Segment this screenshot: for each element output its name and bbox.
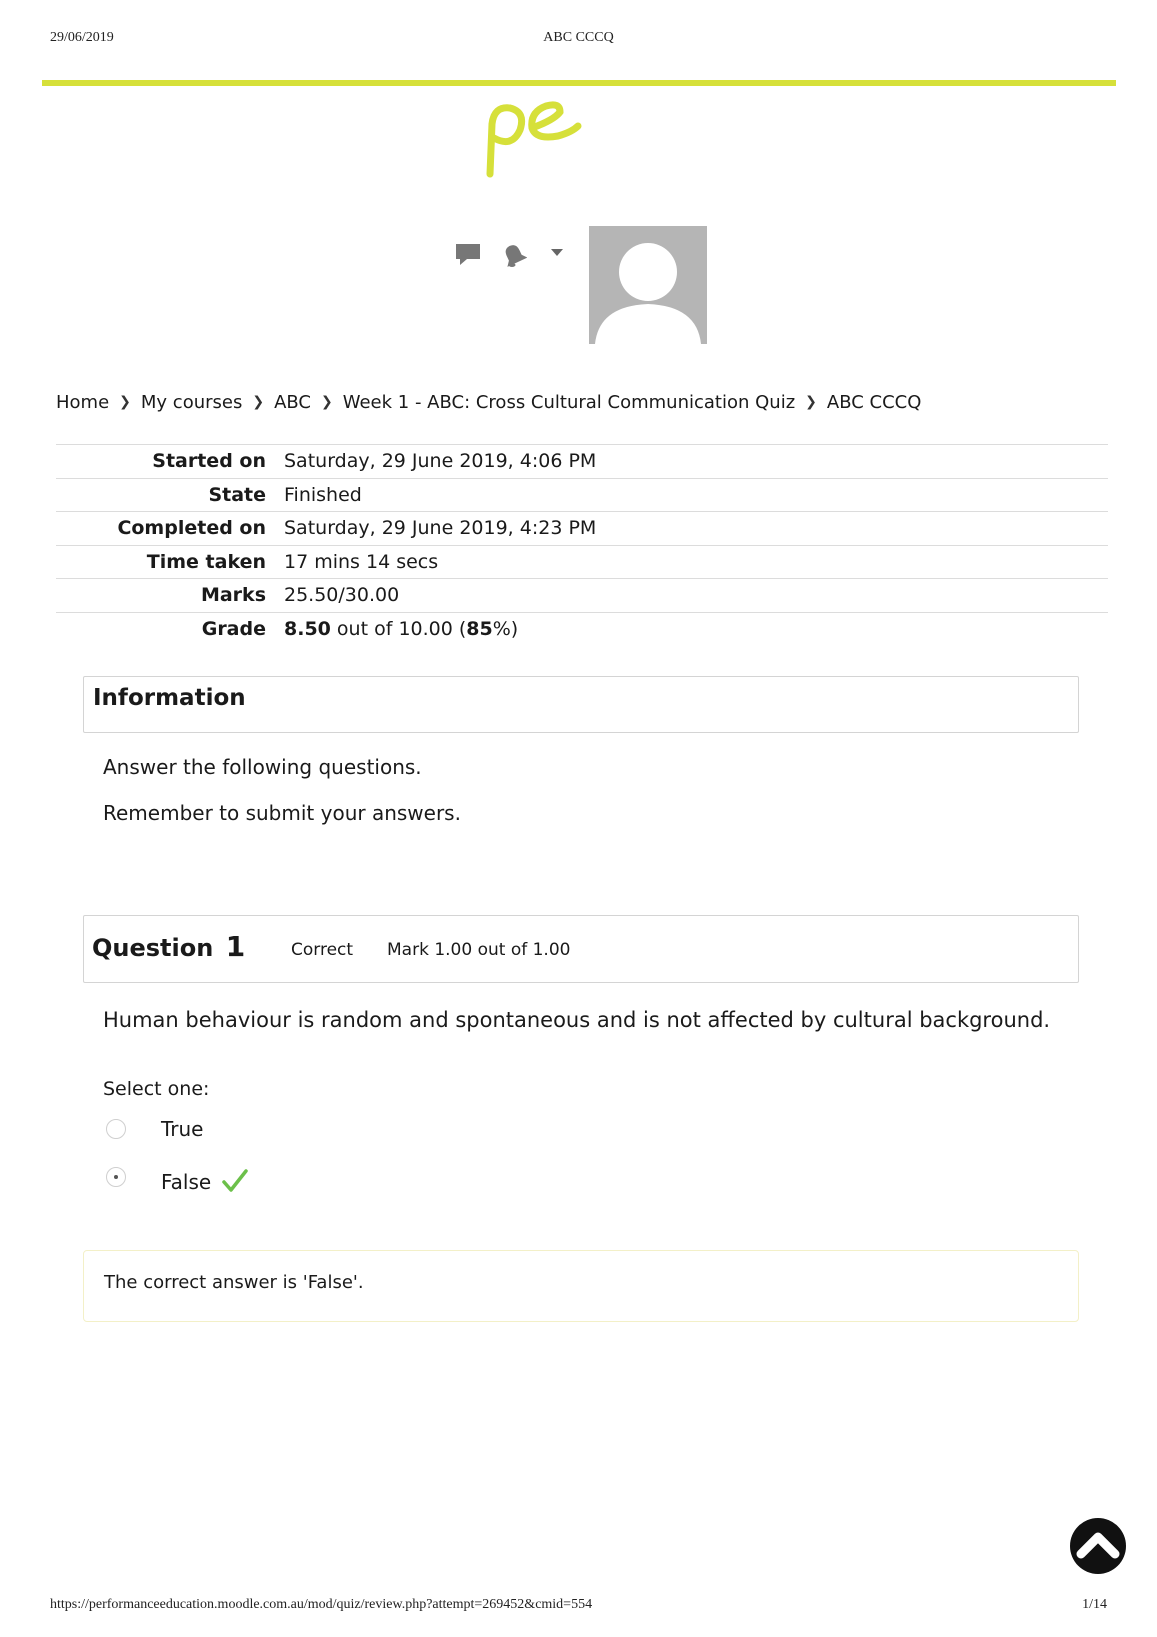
caret-down-icon[interactable]: [550, 248, 564, 258]
completed-on-value: Saturday, 29 June 2019, 4:23 PM: [284, 517, 597, 540]
question-text: Human behaviour is random and spontaneous and is not affected by cultural background.: [103, 1008, 1051, 1032]
radio-true[interactable]: [106, 1119, 126, 1139]
chevron-up-icon: [1070, 1518, 1126, 1574]
option-label[interactable]: [161, 1165, 248, 1194]
print-date: 29/06/2019: [50, 30, 114, 45]
summary-row-marks: [56, 579, 1108, 613]
information-title: Information: [93, 685, 246, 711]
marks-label: Marks: [200, 584, 266, 607]
time-taken-value: 17 mins 14 secs: [284, 550, 439, 573]
site-logo[interactable]: [480, 100, 590, 182]
breadcrumb-quiz[interactable]: ABC CCCQ: [826, 392, 922, 413]
accent-bar: [42, 80, 1116, 86]
started-on-label: Started on: [152, 450, 266, 473]
grade-out-of: out of 10.00 (: [330, 618, 467, 640]
breadcrumb: [56, 392, 921, 413]
summary-row-state: [56, 478, 1108, 512]
default-user-avatar-icon: [589, 226, 707, 344]
grade-percent: 85: [466, 618, 493, 640]
question-label: Question: [92, 934, 214, 962]
breadcrumb-home[interactable]: Home: [56, 392, 110, 413]
information-line: Remember to submit your answers.: [103, 801, 461, 825]
breadcrumb-my-courses[interactable]: My courses: [140, 392, 243, 413]
information-header: [83, 676, 1079, 733]
question-number: 1: [225, 930, 246, 963]
feedback-text: The correct answer is 'False'.: [104, 1272, 364, 1293]
state-value: Finished: [284, 483, 362, 506]
chevron-right-icon: ❯: [252, 394, 265, 410]
question-state: Correct: [291, 940, 354, 960]
grade-label: Grade: [201, 618, 266, 640]
summary-row-completed: [56, 512, 1108, 546]
question-title: [92, 930, 245, 963]
breadcrumb-section[interactable]: Week 1 - ABC: Cross Cultural Communication Quiz: [342, 392, 796, 413]
completed-on-label: Completed on: [117, 517, 266, 540]
breadcrumb-course[interactable]: ABC: [274, 392, 311, 413]
print-url: https://performanceeducation.moodle.com.au/mod/quiz/review.php?attempt=269452&cmid=554: [50, 1597, 593, 1612]
print-title: ABC CCCQ: [543, 30, 614, 45]
option-label[interactable]: True: [161, 1117, 204, 1141]
chat-bubble-icon[interactable]: [455, 242, 481, 268]
marks-value: 25.50/30.00: [284, 584, 400, 607]
checkmark-icon: [222, 1169, 248, 1193]
option-label-text: False: [161, 1170, 212, 1194]
print-header: [50, 30, 1107, 50]
question-info: [83, 915, 1079, 983]
summary-row-grade: [56, 612, 1108, 646]
chevron-right-icon: ❯: [321, 394, 333, 410]
select-prompt: Select one:: [103, 1078, 210, 1100]
radio-selected-dot: [114, 1175, 118, 1179]
radio-false[interactable]: [106, 1167, 126, 1187]
scroll-to-top-button[interactable]: [1070, 1518, 1126, 1574]
grade-value: [284, 612, 1108, 646]
information-line: Answer the following questions.: [103, 755, 422, 779]
question-grade: Mark 1.00 out of 1.00: [387, 940, 571, 960]
correct-answer-feedback: [83, 1250, 1079, 1322]
state-label: State: [208, 483, 266, 506]
time-taken-label: Time taken: [146, 550, 266, 573]
attempt-summary-table: [56, 444, 1108, 646]
grade-suffix: %): [492, 618, 519, 640]
bell-icon[interactable]: [501, 242, 527, 268]
avatar[interactable]: [589, 226, 707, 344]
started-on-value: Saturday, 29 June 2019, 4:06 PM: [284, 450, 597, 473]
chevron-right-icon: ❯: [805, 394, 817, 410]
chevron-right-icon: ❯: [119, 394, 131, 410]
summary-row-started: [56, 445, 1108, 479]
print-footer: [50, 1597, 1107, 1617]
summary-row-time: [56, 545, 1108, 579]
print-page-number: 1/14: [1082, 1597, 1107, 1612]
grade-score: 8.50: [284, 618, 331, 640]
